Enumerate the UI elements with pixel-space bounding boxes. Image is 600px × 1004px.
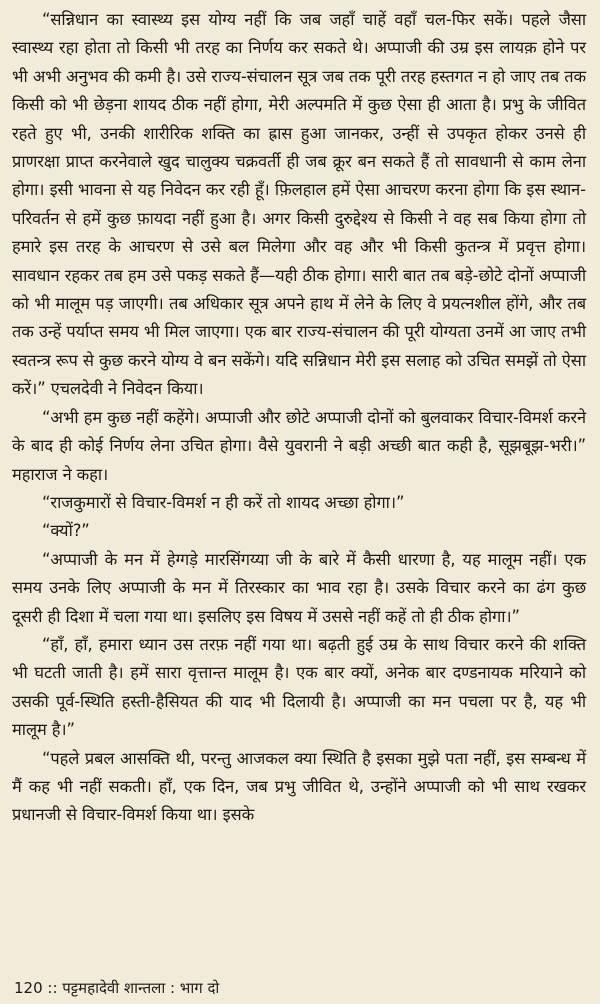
paragraph: “हाँ, हाँ, हमारा ध्यान उस तरफ़ नहीं गया था। बढ़ती हुई उम्र के साथ विचार करने की शक्ति भी घटती जाती है। हमें सारा वृत्तान्त मालूम है। एक बार क्यों, अनेक बार दण्डनायक मरियाने को उसकी पूर्व-स्थिति हस्ती-हैसियत की याद भी दिलायी है। अप्पाजी का मन पचला पर है, यह भी मालूम है।” — [12, 634, 586, 740]
paragraph: “पहले प्रबल आसक्ति थी, परन्तु आजकल क्या स्थिति है इसका मुझे पता नहीं, इस सम्बन्ध में मैं कह भी नहीं सकती। हाँ, एक दिन, जब प्रभु जीवित थे, उन्होंने अप्पाजी को भी साथ रखकर प्रधानजी से विचार-विमर्श किया था। इसके — [12, 748, 586, 825]
paragraph: “अप्पाजी के मन में हेग्गड़े मारसिंगय्या जी के बारे में कैसी धारणा है, यह मालूम नहीं। एक समय उनके लिए अप्पाजी के मन में तिरस्कार का भाव रहा है। उसके विचार करने का ढंग कुछ दूसरी ही दिशा में चला गया था। इसलिए इस विषय में उससे नहीं कहें तो ही ठीक होगा।” — [12, 549, 586, 626]
paragraph: “राजकुमारों से विचार-विमर्श न ही करें तो शायद अच्छा होगा।” — [42, 492, 405, 512]
page-footer: 120 :: पट्टमहादेवी शान्तला : भाग दो — [14, 979, 220, 997]
paragraph: “सन्निधान का स्वास्थ्य इस योग्य नहीं कि जब जहाँ चाहें वहाँ चल-फिर सकें। पहले जैसा स्वास्थ्य रहा होता तो किसी भी तरह का निर्णय कर सकते थे। अप्पाजी की उम्र इस लायक़ होने पर भी अभी अनुभव की कमी है। उसे राज्य-संचालन सूत्र जब तक पूरी तरह हस्तगत न हो जाए तब तक किसी को भी छेड़ना शायद ठीक नहीं होगा, मेरी अल्पमति में कुछ ऐसा ही आता है। प्रभु के जीवित रहते हुए भी, उनकी शारीरिक शक्ति का ह्रास हुआ जानकर, उन्हीं से उपकृत होकर उनसे ही प्राणरक्षा प्राप्त करनेवाले खुद चालुक्य चक्रवर्ती ही जब क्रूर बन सकते हैं तो सावधानी से काम लेना होगा। इसी भावना से यह निवेदन कर रही हूँ। फ़िलहाल हमें ऐसा आचरण करना होगा कि इस स्थान-परिवर्तन से हमें कुछ फ़ायदा नहीं हुआ है। अगर किसी दुरुद्देश्य से किसी ने वह सब किया होगा तो हमारे इस तरह के आचरण से उसे बल मिलेगा और वह और भी किसी कुतन्त्र में प्रवृत्त होगा। सावधान रहकर तब हम उसे पकड़ सकते हैं—यही ठीक होगा। सारी बात तब बड़े-छोटे दोनों अप्पाजी को भी मालूम पड़ जाएगी। तब अधिकार सूत्र अपने हाथ में लेने के लिए वे प्रयत्नशील होंगे, और तब तक उन्हें पर्याप्त समय भी मिल जाएगा। एक बार राज्य-संचालन की पूरी योग्यता उनमें आ जाए तभी स्वतन्त्र रूप से कुछ करने योग्य वे बन सकेंगे। यदि सन्निधान मेरी इस सलाह को उचित समझें तो ऐसा करें।” एचलदेवी ने निवेदन किया। — [12, 10, 586, 399]
page-body-text — [12, 6, 586, 830]
paragraph: “क्यों?” — [42, 521, 90, 541]
paragraph: “अभी हम कुछ नहीं कहेंगे। अप्पाजी और छोटे अप्पाजी दोनों को बुलवाकर विचार-विमर्श करने के बाद ही कोई निर्णय लेना उचित होगा। वैसे युवरानी ने बड़ी अच्छी बात कही है, सूझबूझ-भरी।” महाराज ने कहा। — [12, 407, 586, 484]
